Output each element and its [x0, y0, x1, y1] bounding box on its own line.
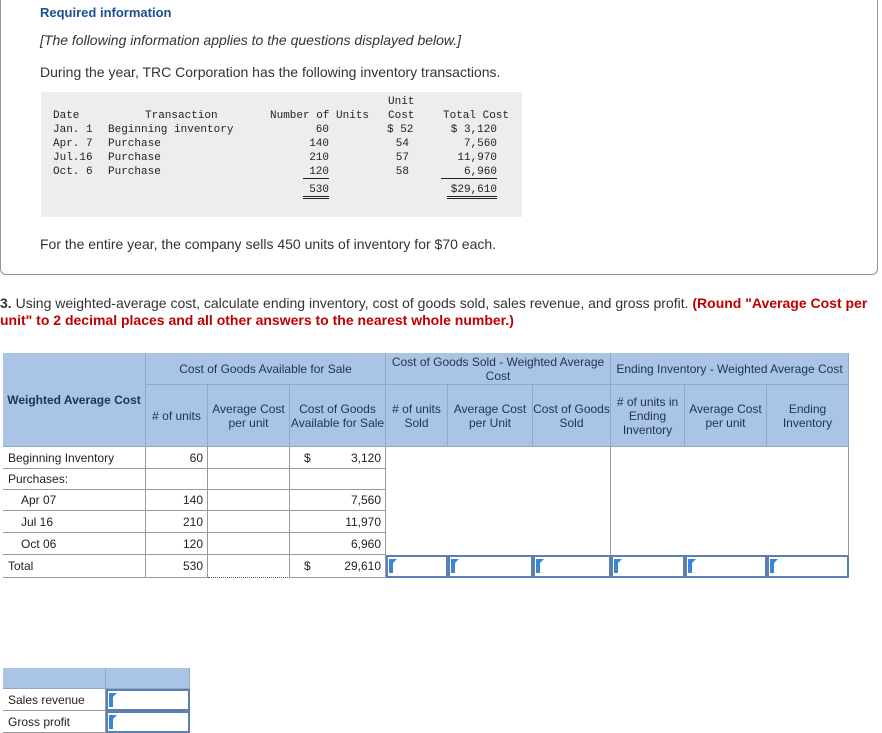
units-cell — [146, 469, 208, 490]
question-number: 3. — [0, 295, 12, 311]
avg-cost-sold-input[interactable] — [448, 555, 533, 578]
row-label-total: Total — [3, 555, 146, 578]
header-ending-inv: Ending Inventory — [767, 385, 849, 447]
sales-revenue-label: Sales revenue — [3, 689, 106, 711]
units-cell: 120 — [146, 533, 208, 555]
rounding-instruction: (Round "Average Cost per unit" to 2 decimal places and all other answers to the nearest whole number.) — [0, 295, 868, 328]
cogas-cell — [290, 469, 386, 490]
header-avg-cost-unit: Average Cost per Unit — [448, 385, 533, 447]
avg-cost-cell — [208, 533, 290, 555]
cogas-cell — [290, 447, 386, 469]
row-unit-cost: $ 52 — [387, 124, 414, 136]
sold-section-empty — [386, 447, 611, 555]
row-date: Apr. 7 — [53, 138, 93, 150]
row-date: Jul.16 — [53, 152, 93, 164]
row-units: 120 — [303, 166, 329, 179]
avg-cost-cell — [208, 447, 290, 469]
row-units: 210 — [309, 152, 329, 164]
group-header-ending: Ending Inventory - Weighted Average Cost — [611, 353, 849, 385]
during-text: During the year, TRC Corporation has the following inventory transactions. — [40, 64, 501, 80]
row-date: Jan. 1 — [53, 124, 93, 136]
total-cost: $29,610 — [447, 184, 497, 199]
units-header: Number of Units — [270, 110, 370, 122]
cogas-cell — [290, 555, 386, 578]
cogas-cell: 6,960 — [290, 533, 386, 555]
row-unit-cost: 58 — [395, 166, 409, 178]
summary-header-left — [3, 668, 106, 689]
summary-table — [3, 668, 190, 733]
group-header-available: Cost of Goods Available for Sale — [146, 353, 386, 385]
weighted-average-table — [3, 353, 849, 578]
units-cell: 530 — [146, 555, 208, 578]
header-units: # of units — [146, 385, 208, 447]
ending-inventory-input[interactable] — [767, 555, 849, 578]
gross-profit-label: Gross profit — [3, 711, 106, 733]
row-units: 140 — [309, 138, 329, 150]
total-units: 530 — [303, 184, 329, 199]
required-info-title: Required information — [40, 5, 172, 20]
units-sold-input[interactable] — [386, 555, 448, 578]
unit-cost-header-top: Unit — [388, 96, 415, 108]
cogas-value: 29,610 — [344, 559, 381, 573]
header-cogas: Cost of Goods Available for Sale — [290, 385, 386, 447]
sales-revenue-input[interactable] — [106, 689, 190, 711]
gross-profit-input[interactable] — [106, 711, 190, 733]
header-units-sold: # of units Sold — [386, 385, 448, 447]
row-label-oct: Oct 06 — [3, 533, 146, 555]
intro-text: [The following information applies to the questions displayed below.] — [40, 32, 462, 48]
cogs-input[interactable] — [533, 555, 611, 578]
date-header: Date — [53, 110, 80, 122]
avg-cost-cell — [208, 555, 290, 578]
sells-text: For the entire year, the company sells 450 units of inventory for $70 each. — [40, 236, 497, 252]
row-label-jul: Jul 16 — [3, 511, 146, 533]
row-transaction: Purchase — [108, 152, 161, 164]
row-label-purchases: Purchases: — [3, 469, 146, 490]
row-transaction: Purchase — [108, 138, 161, 150]
inventory-transactions-table — [41, 92, 522, 217]
cogas-cell: 7,560 — [290, 490, 386, 511]
question-body: Using weighted-average cost, calculate ending inventory, cost of goods sold, sales revenue, and gross profit. — [11, 295, 693, 311]
header-avg-cost-ending: Average Cost per unit — [685, 385, 767, 447]
units-ending-input[interactable] — [611, 555, 685, 578]
avg-cost-cell — [208, 490, 290, 511]
unit-cost-header-bottom: Cost — [388, 110, 415, 122]
header-avg-cost: Average Cost per unit — [208, 385, 290, 447]
header-cogs: Cost of Goods Sold — [533, 385, 611, 447]
row-total-cost: 11,970 — [457, 152, 497, 164]
question-text — [0, 295, 882, 329]
units-cell: 210 — [146, 511, 208, 533]
total-cost-header: Total Cost — [443, 110, 510, 122]
row-total-cost: 6,960 — [441, 166, 497, 179]
avg-cost-ending-input[interactable] — [685, 555, 767, 578]
row-transaction: Beginning inventory — [108, 124, 234, 136]
row-units: 60 — [315, 124, 329, 136]
avg-cost-cell — [208, 511, 290, 533]
dollar-sign: $ — [304, 450, 311, 465]
group-header-sold: Cost of Goods Sold - Weighted Average Cost — [386, 353, 611, 385]
avg-cost-cell — [208, 469, 290, 490]
cogas-cell: 11,970 — [290, 511, 386, 533]
row-total-cost: $ 3,120 — [450, 124, 497, 136]
row-unit-cost: 54 — [395, 138, 409, 150]
header-units-ending: # of units in Ending Inventory — [611, 385, 685, 447]
row-total-cost: 7,560 — [463, 138, 497, 150]
transaction-header: Transaction — [145, 110, 218, 122]
row-date: Oct. 6 — [53, 166, 93, 178]
row-label-apr: Apr 07 — [3, 490, 146, 511]
ending-section-empty — [611, 447, 849, 555]
units-cell: 140 — [146, 490, 208, 511]
row-transaction: Purchase — [108, 166, 161, 178]
units-cell: 60 — [146, 447, 208, 469]
row-unit-cost: 57 — [395, 152, 409, 164]
summary-header-right — [106, 668, 190, 689]
dollar-sign: $ — [304, 559, 311, 573]
cogas-value: 3,120 — [350, 450, 381, 465]
row-label-beginning: Beginning Inventory — [3, 447, 146, 469]
corner-label: Weighted Average Cost — [3, 353, 146, 447]
